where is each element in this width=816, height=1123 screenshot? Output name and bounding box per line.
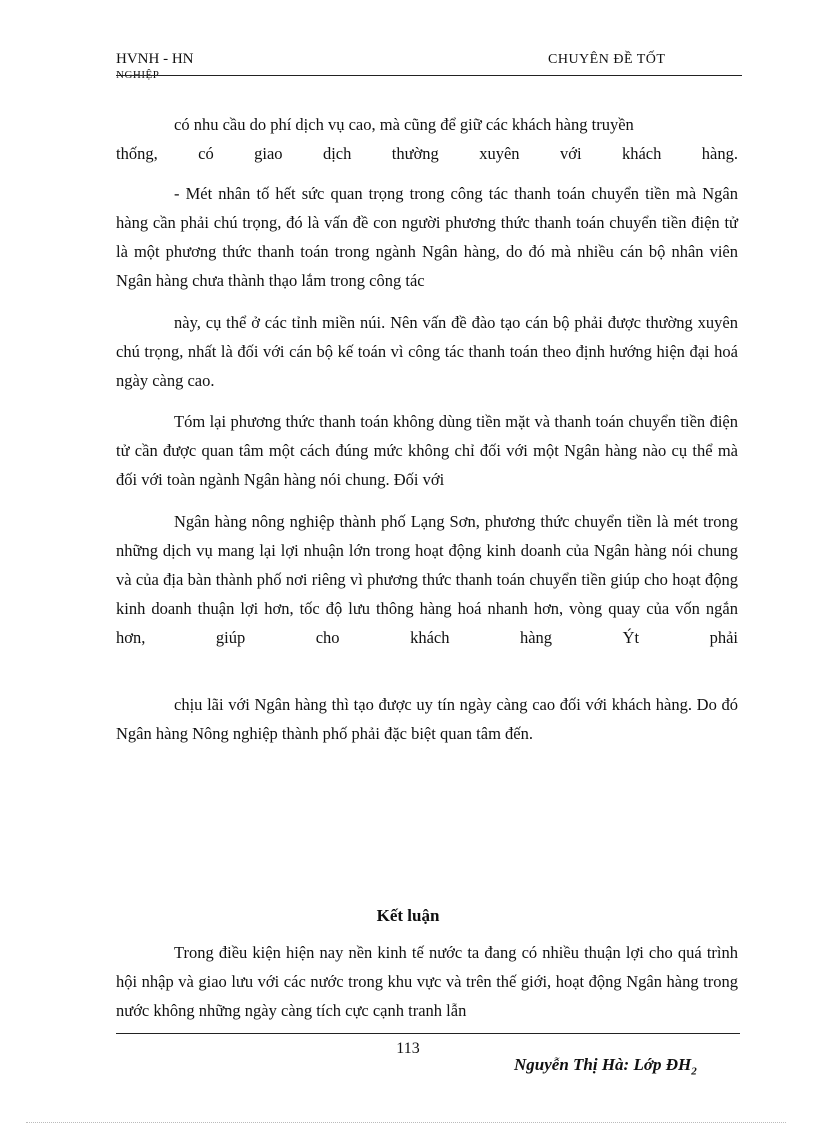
author-class-subscript: 2 [691, 1065, 697, 1078]
author-name: Nguyễn Thị Hà: Lớp ĐH [514, 1055, 692, 1074]
paragraph-7-text: Trong điều kiện hiện nay nền kinh tế nước ta đang có nhiều thuận lợi cho quá trình hội nhập và giao lưu với các nước trong khu vực và trên thế giới, hoạt động Ngân hàng trong nước không những ngày càng tích cực cạnh tranh lẫn [116, 943, 738, 1020]
paragraph-5 [116, 507, 738, 652]
header-left-subtitle: NGHIỆP [116, 69, 160, 81]
paragraph-7 [116, 938, 738, 1025]
paragraph-6-text: chịu lãi với Ngân hàng thì tạo được uy tín ngày càng cao đối với khách hàng. Do đó Ngân hàng Nông nghiệp thành phố phải đặc biệt quan tâm đến. [116, 695, 738, 743]
header-right: CHUYÊN ĐỀ TỐT [548, 52, 666, 67]
paragraph-1-line-1: có nhu cầu do phí dịch vụ cao, mà cũng để giữ các khách hàng truyền [174, 115, 634, 134]
paragraph-2-text: - Mét nhân tố hết sức quan trọng trong công tác thanh toán chuyển tiền mà Ngân hàng cần phải chú trọng, đó là vấn đề con người phương thức thanh toán chuyển tiền điện tử là một phương thức thanh toán trong ngành Ngân hàng, do đó mà nhiều cán bộ nhân viên Ngân hàng chưa thành thạo lắm trong công tác [116, 184, 738, 290]
paragraph-3-text: này, cụ thể ở các tỉnh miền núi. Nên vấn đề đào tạo cán bộ phải được thường xuyên chú trọng, nhất là đối với cán bộ kế toán vì công tác thanh toán theo định hướng hiện đại hoá ngày càng cao. [116, 313, 738, 390]
paragraph-5-text: Ngân hàng nông nghiệp thành phố Lạng Sơn, phương thức chuyển tiền là mét trong những dịch vụ mang lại lợi nhuận lớn trong hoạt động kinh doanh của Ngân hàng nói chung và của địa bàn thành phố nơi riêng vì phương thức thanh toán chuyển tiền giúp cho hoạt động kinh doanh thuận lợi hơn, tốc độ lưu thông hàng hoá nhanh hơn, vòng quay của vốn ngắn hơn, giúp cho khách hàng Ýt phải [116, 512, 738, 647]
paragraph-6 [116, 690, 738, 748]
header-left-title: HVNH - HN [116, 51, 194, 67]
header-left [116, 52, 194, 83]
paragraph-4 [116, 407, 738, 494]
header-rule [116, 75, 742, 76]
conclusion-title: Kết luận [376, 906, 440, 925]
paragraph-1-line-2: thống, có giao dịch thường xuyên với khách hàng. [116, 144, 738, 163]
author-line [514, 1055, 697, 1077]
paragraph-3 [116, 308, 738, 395]
paragraph-2 [116, 179, 738, 295]
page-number: 113 [396, 1040, 420, 1057]
paragraph-4-text: Tóm lại phương thức thanh toán không dùng tiền mặt và thanh toán chuyển tiền điện tử cần được quan tâm một cách đúng mức không chỉ đối với một Ngân hàng nào cụ thể mà đối với toàn ngành Ngân hàng nói chung. Đối với [116, 412, 738, 489]
paragraph-1 [116, 110, 738, 168]
footer-rule [116, 1033, 740, 1034]
